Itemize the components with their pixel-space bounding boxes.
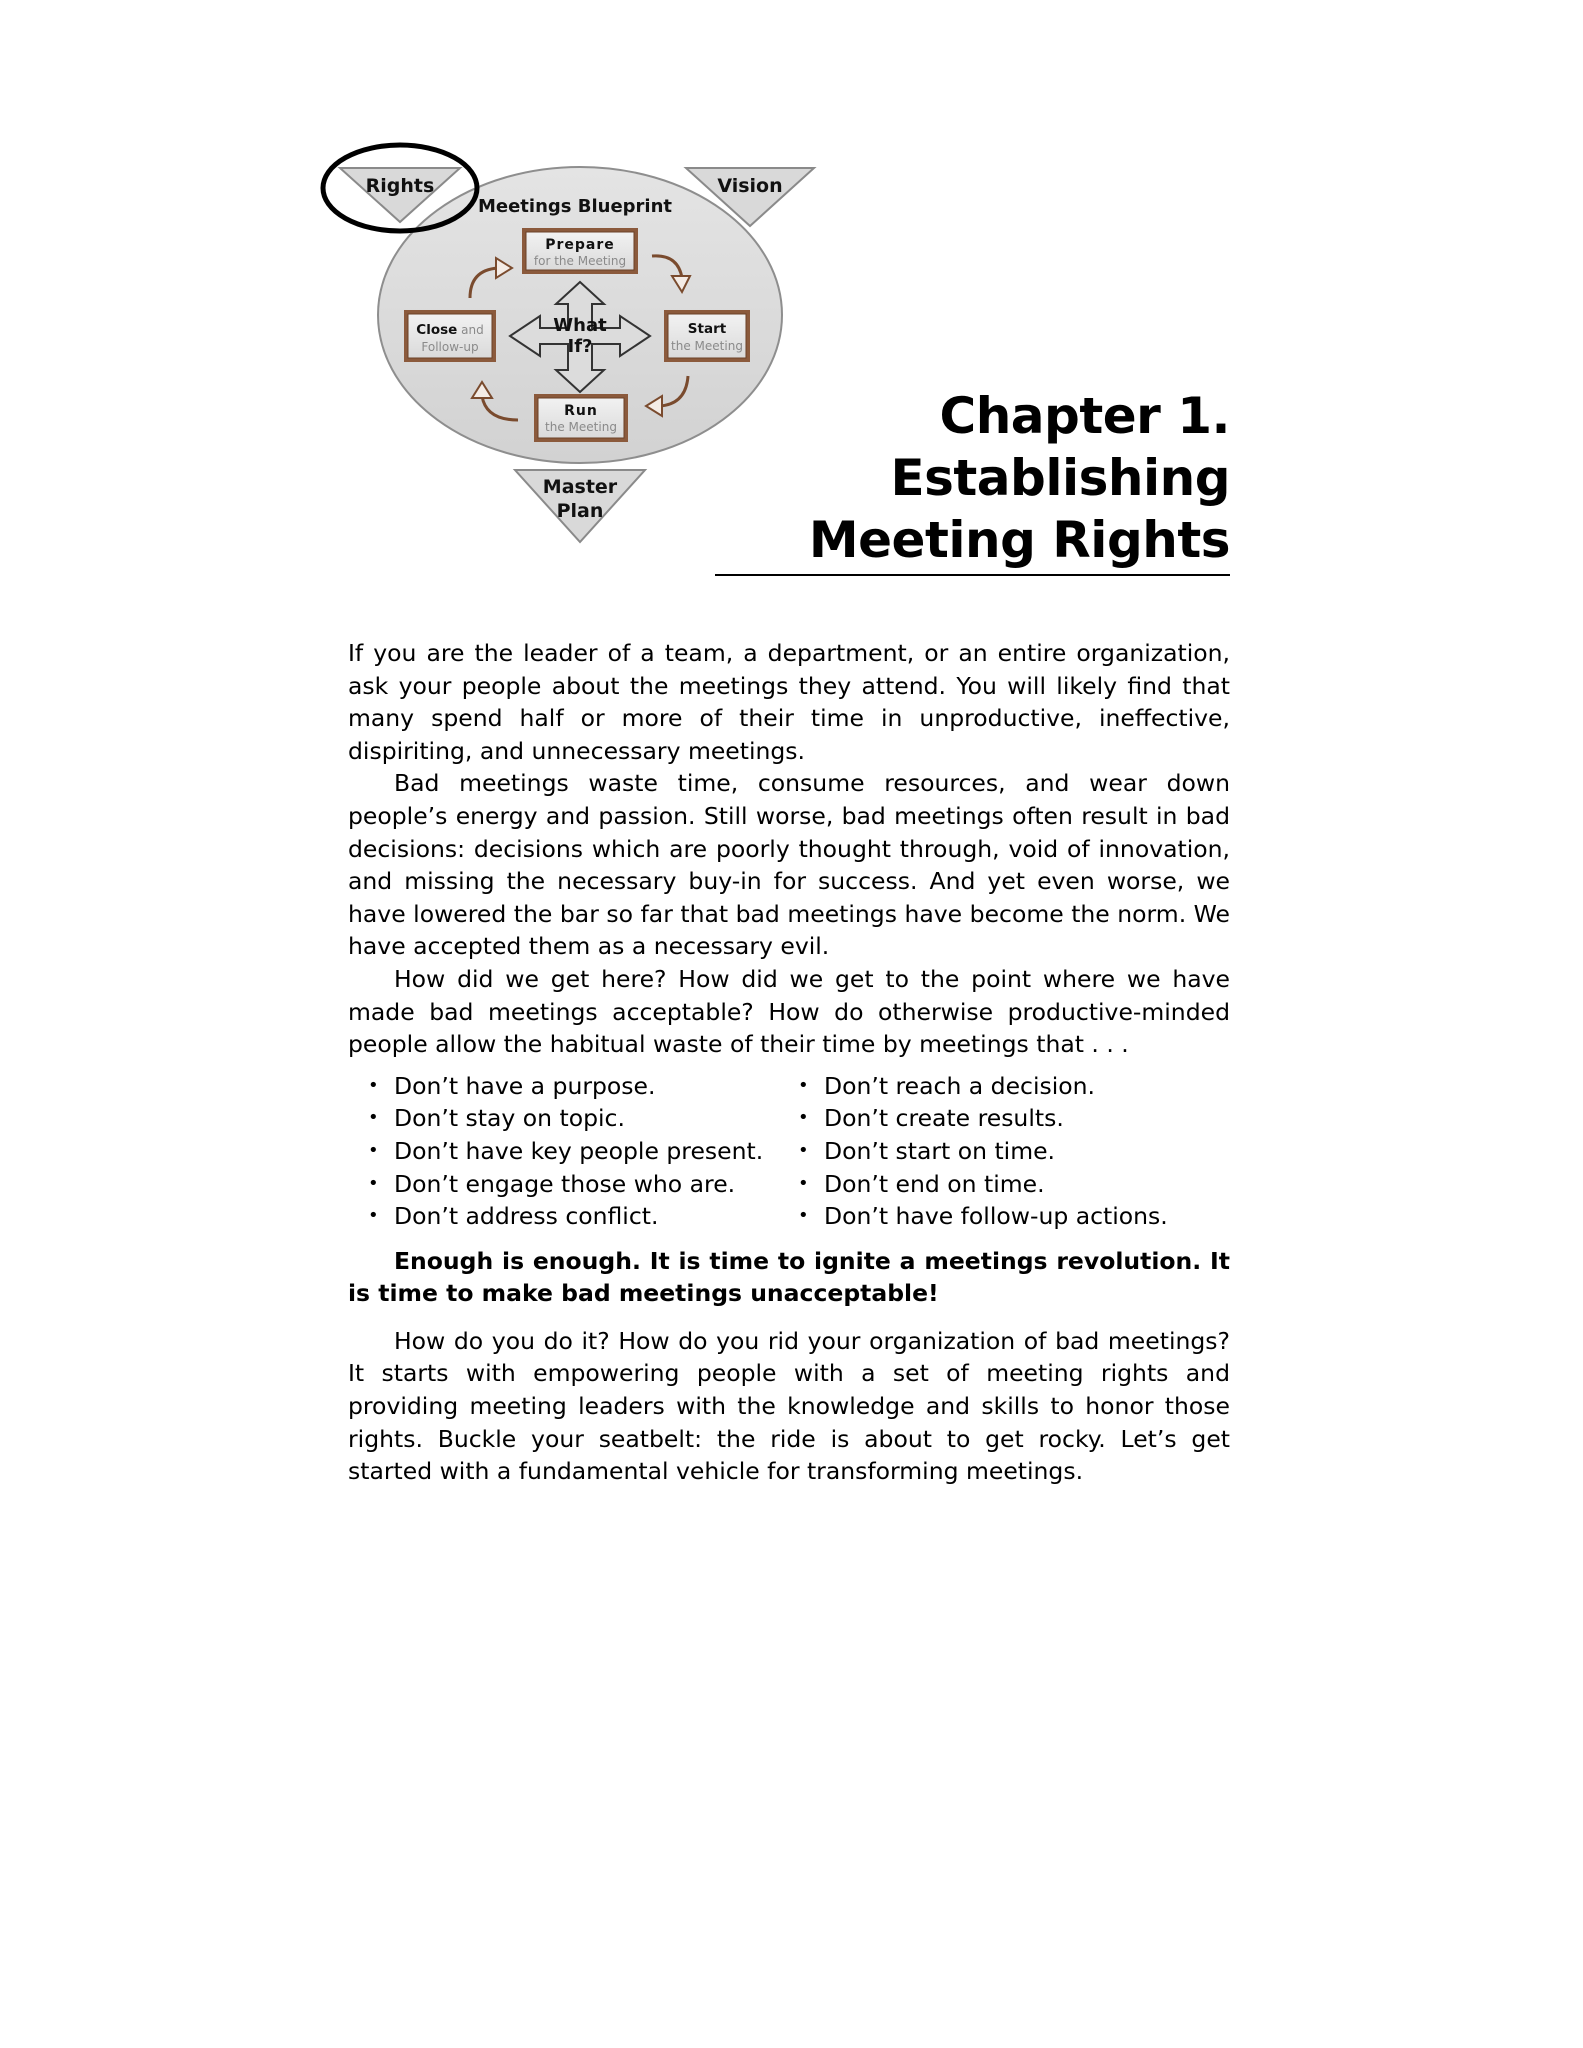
svg-text:Close and <box>416 322 483 338</box>
run-subtitle: the Meeting <box>545 420 617 434</box>
chapter-body <box>348 637 1230 1488</box>
bullet-item: • Don’t end on time. <box>778 1168 1168 1201</box>
prepare-title: Prepare <box>545 237 615 253</box>
paragraph-4: How do you do it? How do you rid your organization of bad meetings? It starts with empowering people with a set of meeting rights and providing meeting leaders with the knowledge and skills to honor those rights. Buckle your seatbelt: the ride is about to get rocky. Let’s get started with a fundamental vehicle for transforming meetings. <box>348 1326 1230 1486</box>
bullet-item: • Don’t stay on topic. <box>348 1102 778 1135</box>
close-title-suffix: and <box>457 323 484 337</box>
bullet-item: • Don’t engage those who are. <box>348 1168 778 1201</box>
rights-label: Rights <box>365 175 435 197</box>
bullet-item: • Don’t create results. <box>778 1102 1168 1135</box>
chapter-heading-rule <box>715 574 1230 576</box>
bad-meetings-bullet-list <box>348 1070 1230 1233</box>
chapter-heading <box>670 385 1230 571</box>
blueprint-title: Meetings Blueprint <box>477 196 673 217</box>
bullet-column-left <box>348 1070 778 1233</box>
start-subtitle: the Meeting <box>671 339 743 353</box>
master-plan-triangle <box>515 470 645 542</box>
paragraph-1: If you are the leader of a team, a department, or an entire organization, ask your people about the meetings they attend. You will likely find that many spend half or more of their time in unproductive, ineffective, dispiriting, and unnecessary meetings. <box>348 639 1230 765</box>
chapter-title-line1: Establishing <box>890 449 1230 507</box>
start-step-box <box>664 310 750 362</box>
bullet-item: • Don’t start on time. <box>778 1135 1168 1168</box>
master-plan-label-line2: Plan <box>556 500 604 522</box>
chapter-number: Chapter 1. <box>939 387 1230 445</box>
run-step-box <box>534 394 628 442</box>
bullet-item: • Don’t reach a decision. <box>778 1070 1168 1103</box>
run-title: Run <box>564 403 598 419</box>
paragraph-2: Bad meetings waste time, consume resources, and wear down people’s energy and passion. Still worse, bad meetings often result in bad decisions: decisions which are poorly thought through, void of innovation, and missing the necessary buy-in for success. And yet even worse, we have lowered the bar so far that bad meetings have become the norm. We have accepted them as a necessary evil. <box>348 769 1230 961</box>
bullet-item: • Don’t address conflict. <box>348 1200 778 1233</box>
close-subtitle: Follow-up <box>421 340 479 354</box>
bullet-item: • Don’t have key people present. <box>348 1135 778 1168</box>
bullet-item: • Don’t have a purpose. <box>348 1070 778 1103</box>
close-step-box <box>404 310 496 362</box>
bullet-column-right <box>778 1070 1168 1233</box>
start-title: Start <box>687 321 727 337</box>
chapter-title-line2: Meeting Rights <box>808 511 1230 569</box>
prepare-step-box <box>522 228 638 274</box>
what-if-line2: If? <box>567 336 593 357</box>
emphasis-paragraph: Enough is enough. It is time to ignite a meetings revolution. It is time to make bad meetings unacceptable! <box>348 1246 1230 1308</box>
master-plan-label-line1: Master <box>542 476 618 498</box>
prepare-subtitle: for the Meeting <box>533 254 627 268</box>
vision-label: Vision <box>717 175 783 197</box>
bullet-item: • Don’t have follow-up actions. <box>778 1200 1168 1233</box>
close-title: Close <box>416 322 458 338</box>
paragraph-3: How did we get here? How did we get to the point where we have made bad meetings acceptable? How do otherwise productive-minded people allow the habitual waste of their time by meetings that . . . <box>348 964 1230 1059</box>
what-if-line1: What <box>553 315 607 336</box>
